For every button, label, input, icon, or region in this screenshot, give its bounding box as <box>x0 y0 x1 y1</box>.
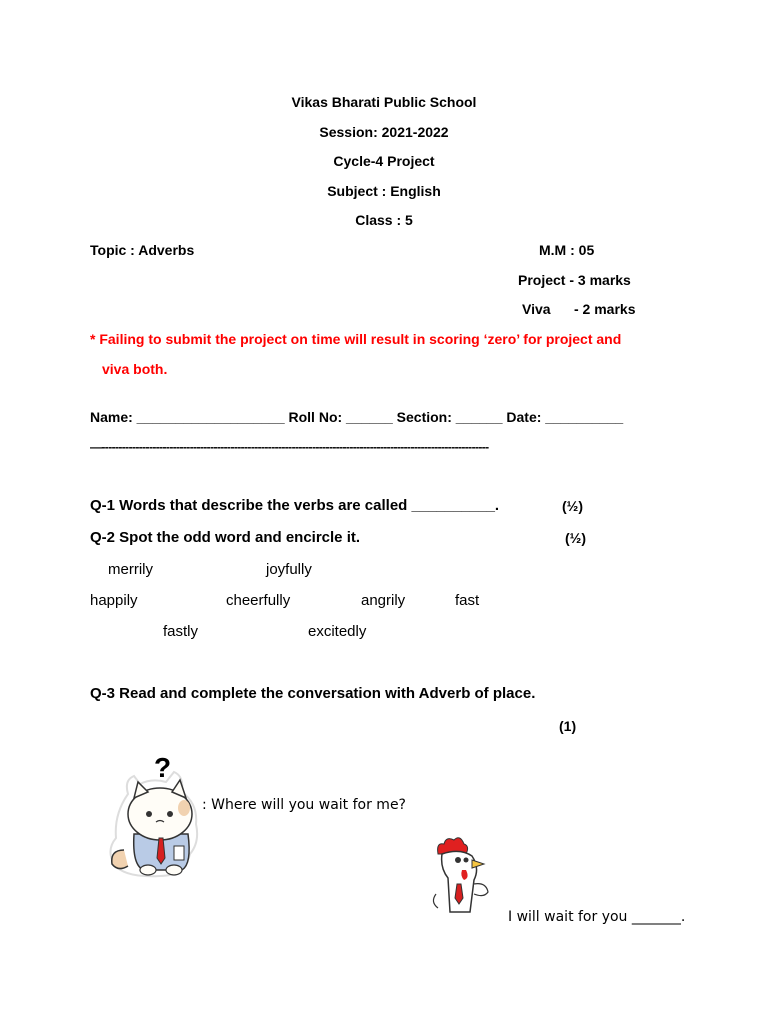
word-option[interactable]: fast <box>455 592 480 609</box>
word-option[interactable]: angrily <box>361 592 406 609</box>
viva-marks-label: Viva <box>522 301 551 317</box>
question-mark: ? <box>154 752 172 783</box>
max-marks: M.M : 05 <box>539 242 595 258</box>
word-option[interactable]: happily <box>90 592 138 609</box>
late-notice-line2: viva both. <box>102 361 168 377</box>
subject: Subject : English <box>327 183 441 199</box>
viva-marks-value: - 2 marks <box>574 301 636 317</box>
separator-line: —------------------------------------------------------------------------------------------------------------------ <box>90 440 489 454</box>
project-marks: Project - 3 marks <box>518 272 631 288</box>
word-option[interactable]: joyfully <box>266 561 312 578</box>
school-name: Vikas Bharati Public School <box>291 94 477 110</box>
word-option[interactable]: fastly <box>163 623 199 640</box>
class: Class : 5 <box>355 212 413 228</box>
late-notice-line1: * Failing to submit the project on time will result in scoring ‘zero’ for project and <box>90 331 622 347</box>
word-option[interactable]: cheerfully <box>226 592 291 609</box>
q1-marks: (½) <box>562 498 583 514</box>
word-option[interactable]: merrily <box>108 561 153 578</box>
word-option[interactable]: excitedly <box>308 623 367 640</box>
session: Session: 2021-2022 <box>319 124 449 140</box>
q1-text: Q-1 Words that describe the verbs are called __________. <box>90 497 500 514</box>
rooster-clipart-icon <box>428 832 498 916</box>
rooster-dialogue: I will wait for you _______. <box>508 909 686 925</box>
topic: Topic : Adverbs <box>90 242 195 258</box>
cat-dialogue: : Where will you wait for me? <box>202 797 406 813</box>
student-details-line: Name: ___________________ Roll No: ______ Section: ______ Date: __________ <box>90 409 624 425</box>
q2-marks: (½) <box>565 530 586 546</box>
project-title: Cycle-4 Project <box>333 153 435 169</box>
q3-marks: (1) <box>559 718 577 734</box>
q3-text: Q-3 Read and complete the conversation with Adverb of place. <box>90 685 536 702</box>
q2-text: Q-2 Spot the odd word and encircle it. <box>90 529 361 546</box>
